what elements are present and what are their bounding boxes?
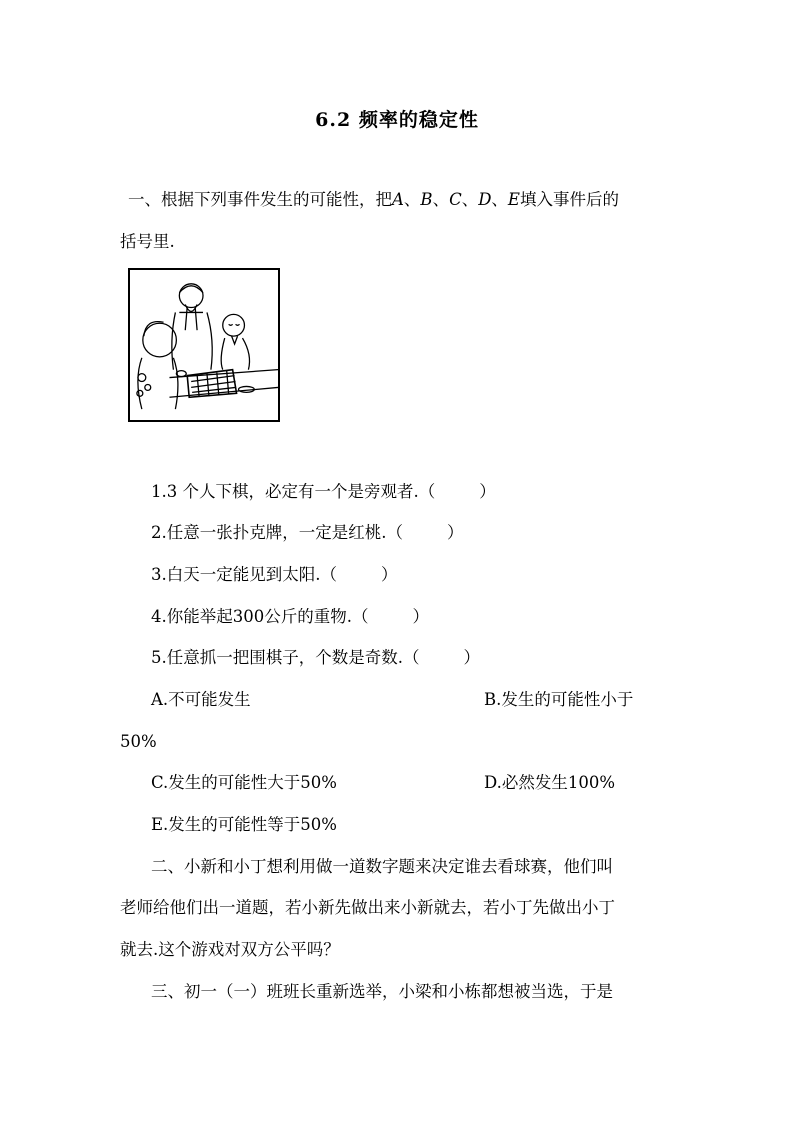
item-text: 3.白天一定能见到太阳.（ <box>151 565 337 584</box>
item-text: 4.你能举起300公斤的重物.（ <box>151 607 369 626</box>
separator: 、 <box>403 190 421 209</box>
item-text: 2.任意一张扑克牌，一定是红桃.（ <box>151 523 403 542</box>
option-d: D.必然发生100% <box>484 773 616 792</box>
section1-intro-a: 一、根据下列事件发生的可能性，把 <box>128 190 392 209</box>
list-item <box>151 650 480 667</box>
section2-line3: 就去.这个游戏对双方公平吗？ <box>120 940 340 959</box>
close-paren: ） <box>381 565 398 584</box>
section1-intro <box>128 192 619 209</box>
letter-c: C <box>449 190 462 209</box>
close-paren: ） <box>412 607 429 626</box>
letter-b: B <box>420 190 433 209</box>
chess-players-drawing <box>130 270 278 420</box>
close-paren: ） <box>463 648 480 667</box>
list-item <box>151 484 496 501</box>
option-c: C.发生的可能性大于50% <box>151 773 337 792</box>
page-title: 6.2 频率的稳定性 <box>315 109 479 131</box>
option-e: E.发生的可能性等于50% <box>151 815 337 834</box>
close-paren: ） <box>479 482 496 501</box>
section3-line1: 三、初一（一）班班长重新选举，小梁和小栋都想被当选，于是 <box>151 982 613 1001</box>
separator: 、 <box>461 190 479 209</box>
separator: 、 <box>432 190 450 209</box>
close-paren: ） <box>447 523 464 542</box>
letter-e: E <box>507 190 520 209</box>
list-item <box>151 567 398 584</box>
chess-players-illustration <box>128 268 280 422</box>
letter-d: D <box>478 190 492 209</box>
letter-a: A <box>392 190 404 209</box>
separator: 、 <box>491 190 508 209</box>
option-b-continued: 50% <box>120 732 157 751</box>
option-b: B.发生的可能性小于 <box>484 690 634 709</box>
section1-intro-b: 填入事件后的 <box>519 190 619 209</box>
item-text: 5.任意抓一把围棋子，个数是奇数.（ <box>151 648 420 667</box>
section2-line1: 二、小新和小丁想利用做一道数字题来决定谁去看球赛，他们叫 <box>151 857 613 876</box>
list-item <box>151 609 429 626</box>
item-text: 1.3 个人下棋，必定有一个是旁观者.（ <box>151 482 436 501</box>
section2-line2: 老师给他们出一道题，若小新先做出来小新就去，若小丁先做出小丁 <box>120 898 615 917</box>
list-item <box>151 525 464 542</box>
option-a: A.不可能发生 <box>151 690 251 709</box>
section1-intro-line2: 括号里. <box>120 232 175 251</box>
